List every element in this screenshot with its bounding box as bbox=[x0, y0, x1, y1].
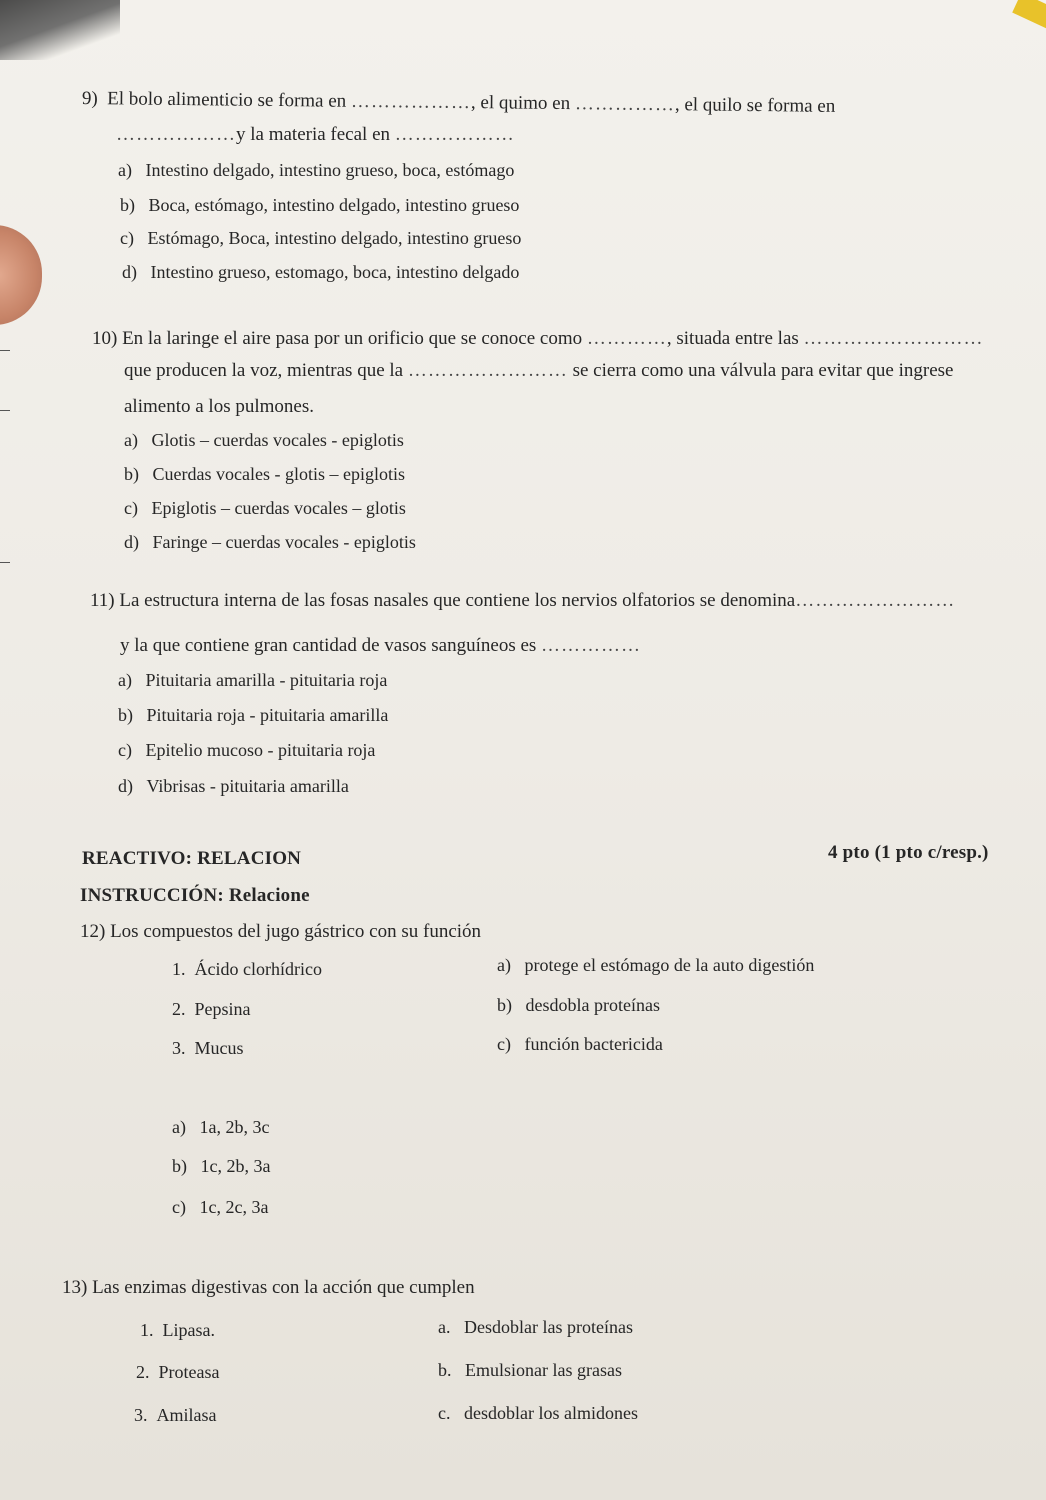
match-left-item: 1. Lipasa. bbox=[140, 1320, 215, 1340]
option-9d[interactable] bbox=[122, 262, 519, 283]
blank-line: …………………… bbox=[795, 590, 956, 611]
question-12-stem bbox=[80, 921, 481, 943]
question-text: que producen la voz, mientras que la bbox=[124, 360, 404, 381]
option-text: Faringe – cuerdas vocales - epiglotis bbox=[152, 532, 416, 552]
option-text: 1c, 2c, 3a bbox=[199, 1197, 269, 1217]
option-9b[interactable] bbox=[120, 195, 519, 216]
option-12c[interactable] bbox=[172, 1197, 268, 1218]
option-text: Boca, estómago, intestino delgado, intestino grueso bbox=[148, 195, 520, 215]
option-10a[interactable] bbox=[124, 430, 404, 451]
question-10-line-2 bbox=[124, 360, 953, 382]
option-10b[interactable] bbox=[124, 464, 405, 485]
option-text: Intestino grueso, estomago, boca, intestino delgado bbox=[150, 262, 520, 282]
question-10-line-3: alimento a los pulmones. bbox=[124, 396, 314, 417]
blank-line: …………… bbox=[541, 635, 642, 656]
margin-mark bbox=[0, 562, 10, 563]
option-11b[interactable] bbox=[118, 705, 388, 726]
instruction bbox=[80, 885, 310, 907]
question-text: , situada entre las bbox=[666, 328, 799, 349]
option-letter: a) bbox=[118, 670, 132, 690]
option-letter: a) bbox=[172, 1117, 186, 1137]
match-right-item: a) protege el estómago de la auto digestión bbox=[497, 955, 815, 975]
question-9-line-2 bbox=[116, 124, 515, 146]
option-11d[interactable] bbox=[118, 776, 349, 797]
option-letter: a) bbox=[118, 160, 132, 180]
option-letter: c) bbox=[124, 498, 138, 518]
blank-line: ……………… bbox=[394, 124, 515, 145]
question-number: 13) bbox=[62, 1277, 88, 1298]
question-11-line-1 bbox=[90, 590, 955, 612]
option-text: Vibrisas - pituitaria amarilla bbox=[146, 776, 349, 796]
option-letter: b) bbox=[124, 464, 139, 484]
blank-line: ……………………… bbox=[803, 328, 984, 349]
instruction-text: Relacione bbox=[228, 885, 310, 906]
option-10d[interactable] bbox=[124, 532, 416, 553]
option-text: 1c, 2b, 3a bbox=[200, 1156, 271, 1176]
option-letter: c) bbox=[118, 740, 132, 760]
question-text: La estructura interna de las fosas nasales que contiene los nervios olfatorios se denomina bbox=[119, 590, 796, 611]
match-right-item: c) función bactericida bbox=[497, 1034, 663, 1054]
question-text: , el quilo se forma en bbox=[674, 94, 836, 117]
blank-line: …………… bbox=[574, 93, 676, 116]
question-text: , el quimo en bbox=[470, 92, 571, 115]
option-10c[interactable] bbox=[124, 498, 406, 519]
thumb-photo-artifact bbox=[0, 225, 42, 325]
option-letter: d) bbox=[124, 532, 139, 552]
option-letter: b) bbox=[120, 195, 135, 215]
question-text: y la materia fecal en bbox=[236, 124, 391, 145]
question-text: En la laringe el aire pasa por un orificio que se conoce como bbox=[122, 328, 583, 349]
question-text: El bolo alimenticio se forma en bbox=[107, 88, 347, 112]
margin-mark bbox=[0, 410, 10, 411]
match-left-item: 2. Proteasa bbox=[136, 1362, 220, 1382]
option-letter: c) bbox=[172, 1197, 186, 1217]
instruction-label: INSTRUCCIÓN: bbox=[80, 885, 224, 906]
question-text: y la que contiene gran cantidad de vasos sanguíneos es bbox=[120, 635, 537, 656]
match-left-item: 1. Ácido clorhídrico bbox=[172, 959, 322, 979]
match-left-item: 3. Amilasa bbox=[134, 1405, 217, 1425]
option-letter: c) bbox=[120, 228, 134, 248]
question-number: 12) bbox=[80, 921, 106, 942]
question-13-stem bbox=[62, 1277, 475, 1299]
option-letter: b) bbox=[172, 1156, 187, 1176]
option-12a[interactable] bbox=[172, 1117, 269, 1138]
option-11c[interactable] bbox=[118, 740, 375, 761]
blank-line: ……………… bbox=[116, 124, 236, 145]
option-text: Epitelio mucoso - pituitaria roja bbox=[145, 740, 376, 760]
match-right-item: b) desdobla proteínas bbox=[497, 995, 660, 1015]
option-letter: d) bbox=[122, 262, 137, 282]
option-11a[interactable] bbox=[118, 670, 387, 691]
question-11-line-2 bbox=[120, 635, 641, 657]
match-left-item: 2. Pepsina bbox=[172, 999, 251, 1019]
option-text: Pituitaria roja - pituitaria amarilla bbox=[146, 705, 389, 725]
margin-mark bbox=[0, 350, 10, 351]
yellow-tape-artifact bbox=[1012, 0, 1046, 29]
option-text: Intestino delgado, intestino grueso, boca, estómago bbox=[145, 160, 515, 180]
option-text: Pituitaria amarilla - pituitaria roja bbox=[145, 670, 388, 690]
question-text: Las enzimas digestivas con la acción que cumplen bbox=[92, 1277, 475, 1298]
blank-line: ………… bbox=[586, 328, 667, 349]
option-9a[interactable] bbox=[118, 160, 514, 181]
question-text: Los compuestos del jugo gástrico con su función bbox=[110, 921, 482, 942]
question-number: 10) bbox=[92, 328, 118, 349]
section-title: REACTIVO: RELACION bbox=[82, 848, 302, 869]
page-corner-shadow bbox=[0, 0, 120, 60]
option-12b[interactable] bbox=[172, 1156, 270, 1177]
option-9c[interactable] bbox=[120, 228, 521, 249]
option-letter: a) bbox=[124, 430, 138, 450]
question-9-line-1 bbox=[82, 88, 836, 118]
question-10-line-1 bbox=[92, 328, 984, 350]
question-text: se cierra como una válvula para evitar que ingrese bbox=[572, 360, 954, 381]
option-text: Glotis – cuerdas vocales - epiglotis bbox=[151, 430, 404, 450]
question-number: 9) bbox=[81, 88, 98, 110]
option-text: Estómago, Boca, intestino delgado, intestino grueso bbox=[147, 228, 522, 248]
match-right-item: c. desdoblar los almidones bbox=[438, 1403, 638, 1423]
option-text: Epiglotis – cuerdas vocales – glotis bbox=[151, 498, 406, 518]
option-letter: b) bbox=[118, 705, 133, 725]
match-right-item: a. Desdoblar las proteínas bbox=[438, 1317, 633, 1337]
match-left-item: 3. Mucus bbox=[172, 1038, 244, 1058]
question-number: 11) bbox=[90, 590, 115, 611]
option-text: Cuerdas vocales - glotis – epiglotis bbox=[152, 464, 405, 484]
points-label: 4 pto (1 pto c/resp.) bbox=[828, 842, 989, 863]
blank-line: …………………… bbox=[407, 360, 568, 381]
option-text: 1a, 2b, 3c bbox=[199, 1117, 270, 1137]
option-letter: d) bbox=[118, 776, 133, 796]
blank-line: ……………… bbox=[350, 90, 472, 114]
match-right-item: b. Emulsionar las grasas bbox=[438, 1360, 622, 1380]
